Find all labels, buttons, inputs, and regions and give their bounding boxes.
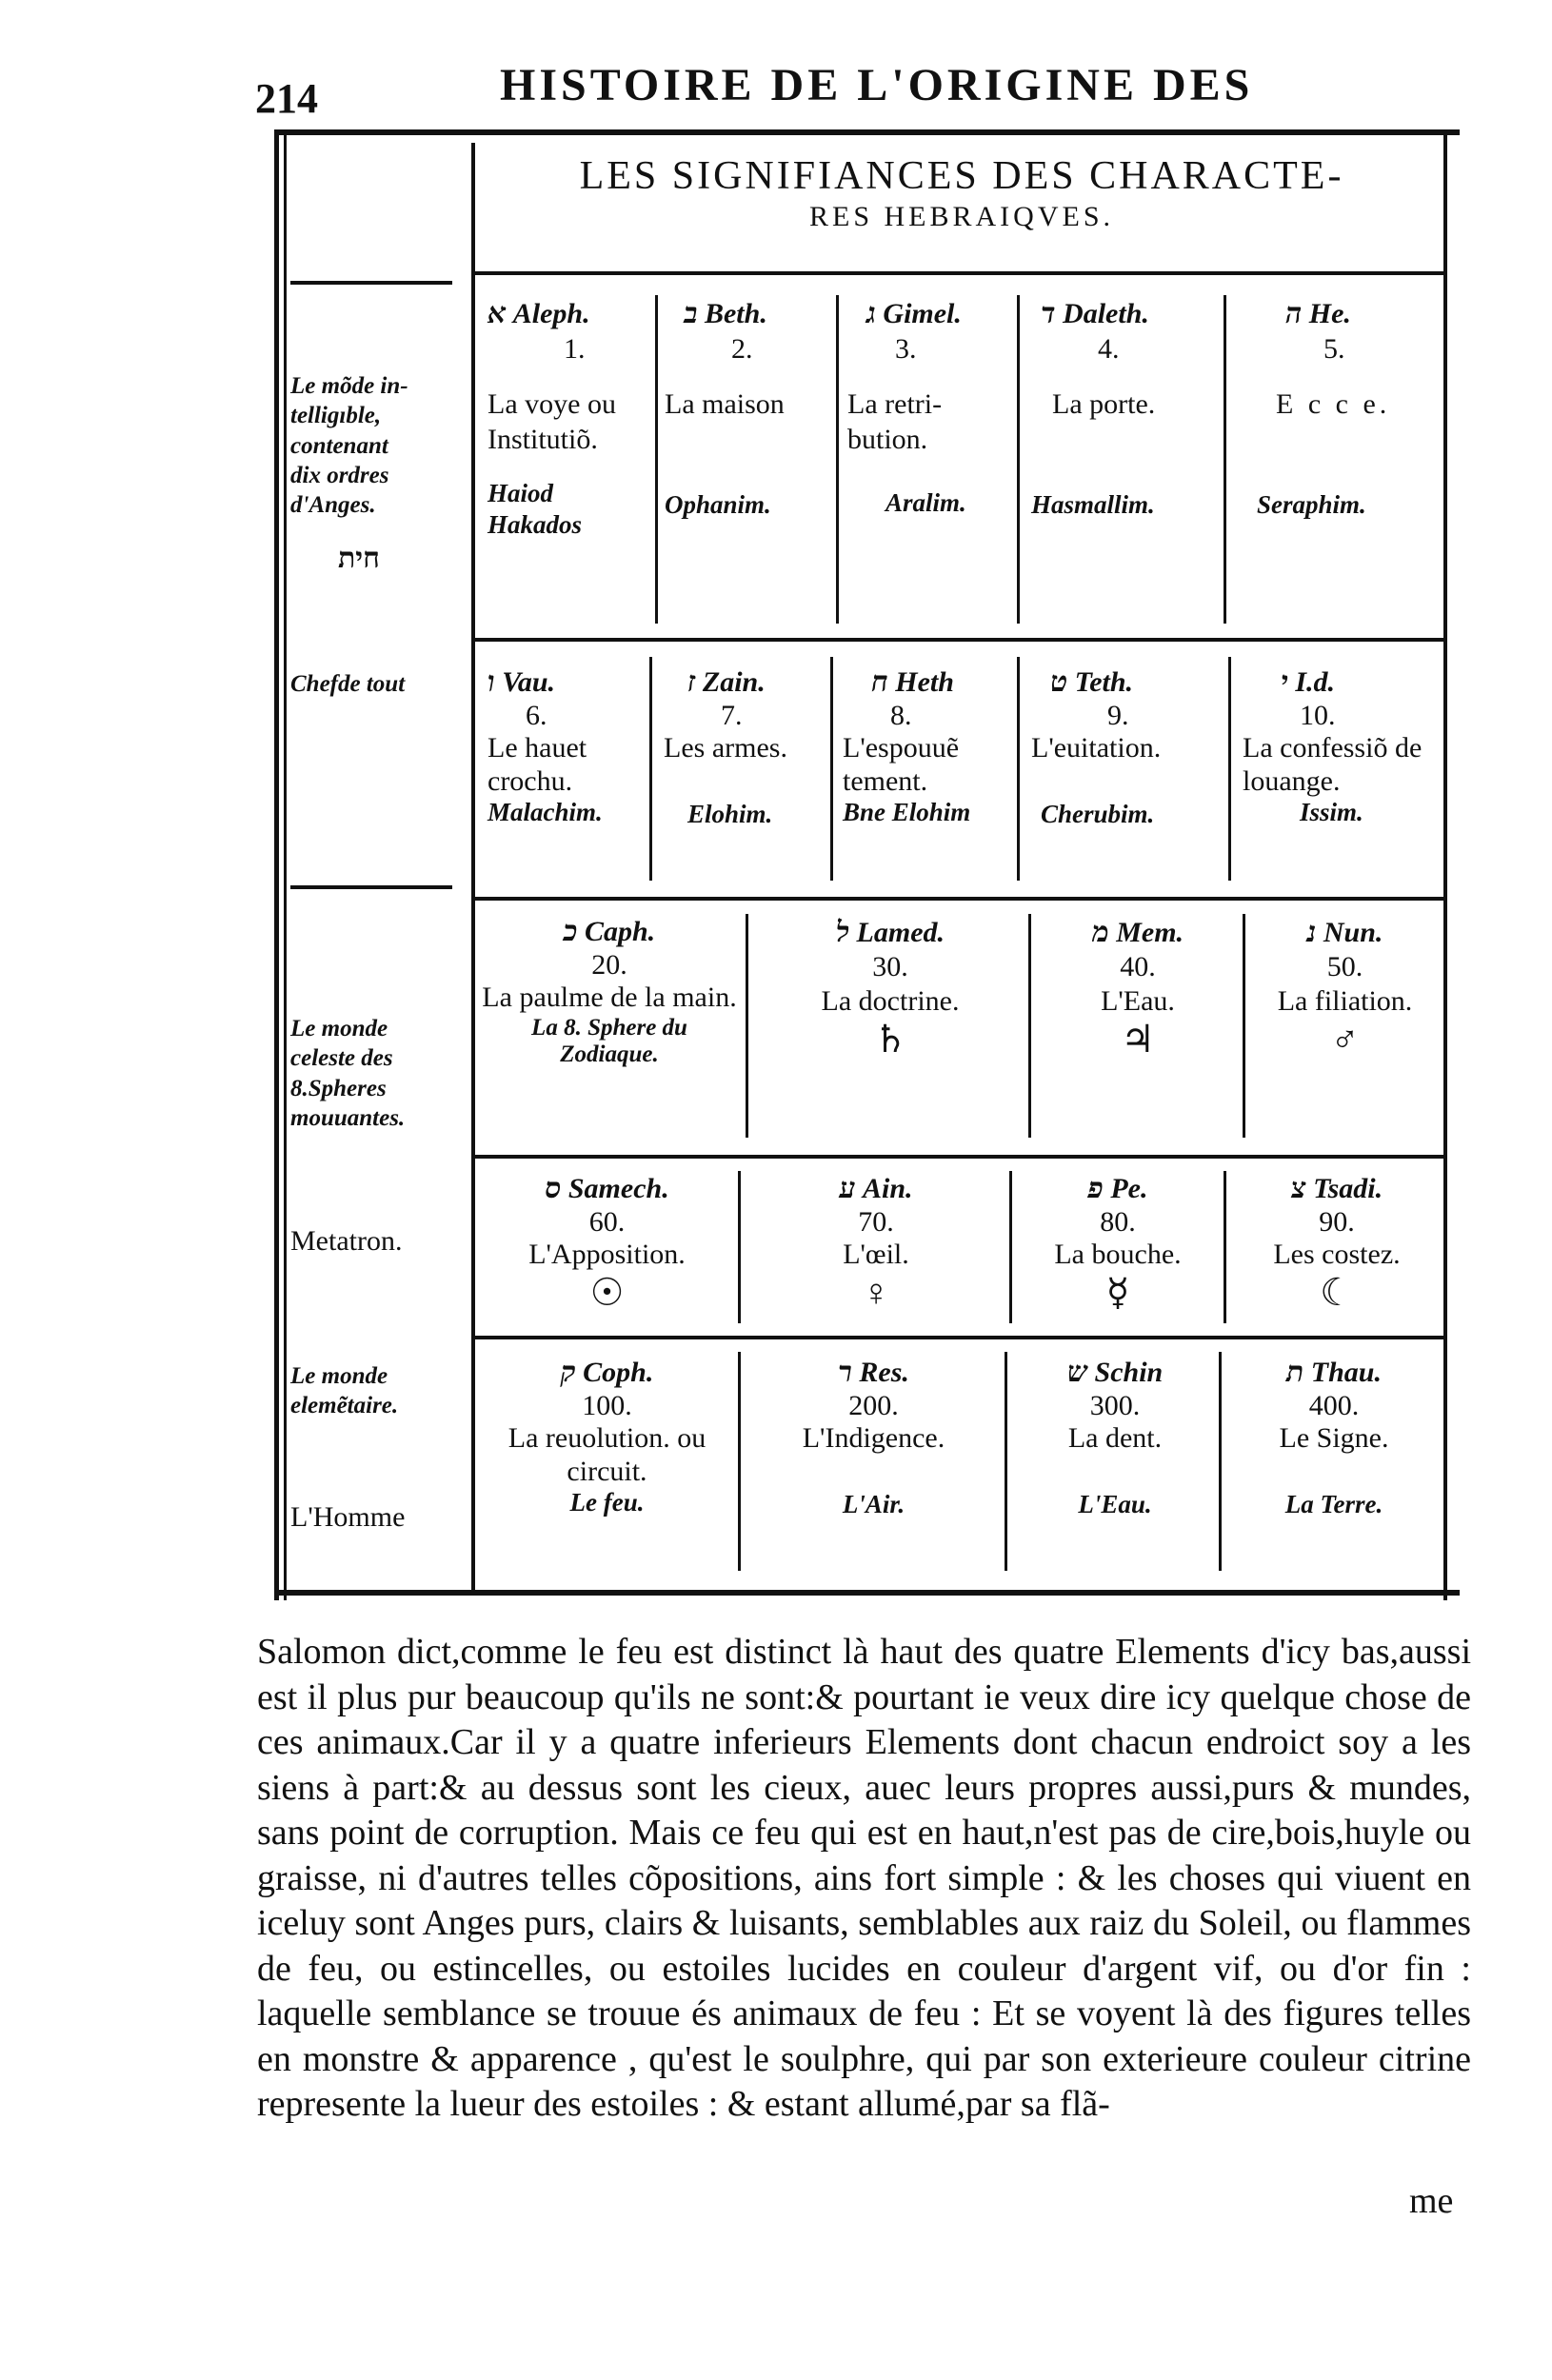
angel-order: Cherubim. <box>1041 799 1155 828</box>
sun-icon: ☉ <box>589 1270 625 1314</box>
mercury-icon: ☿ <box>1105 1270 1130 1314</box>
letter-number: 6. <box>526 699 547 731</box>
letter-cell-res <box>747 1357 1000 1519</box>
letter-cell-pe <box>1017 1173 1219 1314</box>
letter-number: 20. <box>591 948 627 981</box>
letter-meaning: La maison <box>665 388 785 421</box>
angel-order: La 8. Sphere du Zodiaque. <box>531 1014 687 1068</box>
cell-divider <box>649 657 652 881</box>
table-column-divider <box>471 143 475 1590</box>
left-label-line: Metatron. <box>290 1225 403 1257</box>
cell-divider <box>1219 1352 1222 1571</box>
letter-cell-thau <box>1228 1357 1440 1519</box>
letter-number: 3. <box>895 332 917 365</box>
letter-meaning: La confessiõ de louange. <box>1243 732 1423 797</box>
table-right-border <box>1443 129 1447 1600</box>
letter-name: ת Thau. <box>1286 1357 1382 1388</box>
table-left-border-inner <box>284 129 287 1600</box>
letter-number: 70. <box>858 1205 894 1238</box>
left-label-chef <box>290 669 467 699</box>
letter-name: ז Zain. <box>687 666 766 698</box>
element-name: L'Eau. <box>1078 1489 1152 1518</box>
cell-divider <box>1005 1352 1007 1571</box>
angel-order: Aralim. <box>885 488 966 518</box>
left-label-line: L'Homme <box>290 1501 406 1533</box>
saturn-icon: ♄ <box>873 1018 907 1061</box>
letter-name: ע Ain. <box>839 1173 913 1204</box>
letter-cell-tsadi <box>1231 1173 1443 1314</box>
letter-name: ס Samech. <box>545 1173 669 1204</box>
cell-divider <box>738 1171 741 1323</box>
letter-meaning: L'Indigence. <box>802 1422 945 1454</box>
letter-name: ג Gimel. <box>866 298 962 329</box>
letter-meaning: L'œil. <box>843 1239 909 1270</box>
jupiter-icon: ♃ <box>1121 1018 1155 1061</box>
letter-number: 1. <box>564 332 586 365</box>
band-rule <box>474 1336 1443 1339</box>
table-left-border <box>274 129 279 1600</box>
body-paragraph: Salomon dict,comme le feu est distinct là haut des quatre Elements d'icy bas,aussi est il plus pur beaucoup qu'ils ne sont:& pourtant ie veux dire icy quelque chose de ces animaux.Car il y a quatre inferieurs Elements dont chacun endroict soy a les siens à part:& au dessus sont les cieux, auec leurs propres aussi,purs & mundes, sans point de corruption. Mais ce feu qui est en haut,n'est pas de cire,bois,huyle ou graisse, ni d'autres telles cõpositions, ains fort simple : & les choses qui viuent en iceluy sont Anges purs, clairs & luisants, semblables aux raiz du Soleil, ou flammes de feu, ou estincelles, ou estoiles lucides en couleur d'argent vif, ou d'or fin : laquelle semblance se trouue és animaux de feu : Et se voyent là des figures telles en monstre & apparence , qu'est le soulphre, qui par son exterieure couleur citrine represente la lueur des estoiles : & estant allumé,par sa flã- <box>257 1632 1471 2124</box>
catchword: me <box>1409 2181 1454 2221</box>
letter-number: 2. <box>731 332 753 365</box>
letter-name: א Aleph. <box>487 298 590 329</box>
letter-number: 400. <box>1308 1389 1360 1421</box>
band-rule <box>474 897 1443 901</box>
letter-cell-coph <box>481 1357 733 1517</box>
letter-name: ו Vau. <box>487 666 556 698</box>
letter-number: 300. <box>1089 1389 1141 1421</box>
letter-name: נ Nun. <box>1306 917 1383 948</box>
band-rule <box>474 271 1443 275</box>
left-separator <box>290 281 452 285</box>
letter-name: צ Tsadi. <box>1290 1173 1383 1204</box>
letter-meaning: La retri- bution. <box>847 388 943 455</box>
angel-order: Elohim. <box>687 799 773 828</box>
cell-divider <box>1028 914 1031 1138</box>
letter-cell-beth <box>665 297 831 521</box>
letter-name: ר Res. <box>838 1357 909 1388</box>
letter-cell-nun <box>1247 916 1443 1061</box>
letter-meaning: L'Eau. <box>1101 985 1175 1017</box>
letter-meaning: Les costez. <box>1273 1239 1401 1270</box>
letter-number: 8. <box>890 699 912 731</box>
cell-divider <box>1224 295 1226 624</box>
letter-meaning: La filiation. <box>1277 985 1413 1017</box>
letter-meaning: La paulme de la main. <box>482 982 737 1013</box>
letter-meaning: La reuolution. ou circuit. <box>507 1422 706 1487</box>
element-name: La Terre. <box>1284 1489 1383 1518</box>
left-label-line: telligıble, <box>290 403 382 429</box>
letter-number: 9. <box>1107 699 1129 731</box>
venus-icon: ♀ <box>862 1270 890 1314</box>
left-separator <box>290 885 452 889</box>
letter-name: ש Schin <box>1066 1357 1164 1388</box>
element-name: Le feu. <box>569 1488 645 1517</box>
left-label-elementaire <box>290 1361 467 1421</box>
letter-name: ק Coph. <box>560 1357 654 1388</box>
letter-number: 90. <box>1319 1205 1355 1238</box>
letter-number: 5. <box>1323 332 1345 365</box>
left-label-line: celeste des <box>290 1045 393 1072</box>
letter-number: 10. <box>1300 699 1336 731</box>
letter-name: פ Pe. <box>1087 1173 1148 1204</box>
cell-divider <box>746 914 748 1138</box>
letter-number: 100. <box>582 1389 632 1421</box>
left-label-metatron <box>290 1223 467 1259</box>
left-label-line: Chefde tout <box>290 671 406 697</box>
letter-number: 40. <box>1120 951 1156 982</box>
left-label-line: Le mõde in- <box>290 373 408 399</box>
left-label-intelligible <box>290 371 467 577</box>
letter-cell-ain <box>747 1173 1005 1314</box>
band-rule <box>474 638 1443 642</box>
letter-number: 80. <box>1100 1205 1136 1238</box>
table-bottom-rule <box>274 1590 1460 1596</box>
letter-name: י I.d. <box>1281 666 1336 698</box>
letter-name: ל Lamed. <box>835 917 945 948</box>
cell-divider <box>1243 914 1245 1138</box>
left-label-line: d'Anges. <box>290 492 376 518</box>
angel-order: Malachim. <box>487 798 603 826</box>
cell-divider <box>836 295 839 624</box>
band-rule <box>474 1155 1443 1159</box>
left-label-celeste <box>290 1014 467 1133</box>
table-top-rule <box>274 129 1460 135</box>
letter-cell-he <box>1238 297 1438 521</box>
letter-meaning: L'espouuẽ tement. <box>843 732 960 797</box>
hebrew-word: חית <box>338 543 380 575</box>
cell-divider <box>1017 295 1020 624</box>
letter-name: ב Beth. <box>684 298 767 329</box>
left-label-line: mouuantes. <box>290 1104 406 1131</box>
letter-meaning: L'euitation. <box>1031 732 1162 764</box>
table-title-line1: LES SIGNIFIANCES DES CHARACTE- <box>579 154 1344 198</box>
letter-cell-heth <box>843 666 1014 827</box>
letter-number: 200. <box>848 1389 899 1421</box>
letter-cell-schin <box>1014 1357 1216 1519</box>
letter-cell-aleph <box>487 297 649 541</box>
cell-divider <box>738 1352 741 1571</box>
letter-cell-mem <box>1038 916 1238 1061</box>
letter-cell-teth <box>1031 666 1226 829</box>
element-name: L'Air. <box>842 1489 905 1518</box>
angel-order: Seraphim. <box>1257 489 1366 519</box>
angel-order: Hasmallim. <box>1031 489 1155 519</box>
letter-number: 7. <box>721 699 743 731</box>
letter-name: ח Heth <box>871 666 954 698</box>
page-number: 214 <box>255 75 318 122</box>
moon-icon: ☾ <box>1320 1270 1354 1314</box>
angel-order: Bne Elohim <box>843 798 971 826</box>
letter-cell-zain <box>664 666 827 829</box>
letter-cell-samech <box>481 1173 733 1314</box>
left-label-line: elemẽtaire. <box>290 1393 399 1419</box>
left-label-line: Le monde <box>290 1016 388 1041</box>
letter-meaning: La porte. <box>1052 388 1156 421</box>
cell-divider <box>655 295 658 624</box>
letter-meaning: E c c e. <box>1276 388 1391 421</box>
letter-cell-gimel <box>847 297 1014 519</box>
letter-name: ט Teth. <box>1050 666 1134 698</box>
angel-order: Haiod Hakados <box>487 479 583 540</box>
left-label-line: 8.Spheres <box>290 1075 387 1101</box>
letter-cell-caph <box>481 916 738 1069</box>
letter-cell-vau <box>487 666 649 827</box>
angel-order: Issim. <box>1300 798 1363 826</box>
letter-number: 50. <box>1326 951 1363 982</box>
left-label-line: Le monde <box>290 1363 388 1389</box>
letter-number: 60. <box>588 1205 626 1238</box>
letter-cell-iod <box>1243 666 1443 827</box>
letter-meaning: La voye ou Institutiõ. <box>487 388 616 455</box>
running-title: HISTOIRE DE L'ORIGINE DES <box>500 60 1254 110</box>
table-title <box>481 152 1443 234</box>
table-title-line2: RES HEBRAIQVES. <box>808 201 1115 233</box>
letter-meaning: Le Signe. <box>1279 1422 1389 1454</box>
letter-name: מ Mem. <box>1091 917 1184 948</box>
angel-order: Ophanim. <box>665 489 771 519</box>
letter-cell-daleth <box>1031 297 1222 521</box>
letter-meaning: La bouche. <box>1054 1239 1182 1270</box>
letter-meaning: La dent. <box>1067 1422 1163 1454</box>
cell-divider <box>1017 657 1020 881</box>
cell-divider <box>1228 657 1231 881</box>
letter-meaning: Les armes. <box>664 732 787 764</box>
letter-number: 30. <box>872 951 908 982</box>
cell-divider <box>830 657 833 881</box>
left-label-line: dix ordres <box>290 462 389 488</box>
letter-number: 4. <box>1098 332 1120 365</box>
letter-cell-lamed <box>757 916 1024 1061</box>
left-label-line: contenant <box>290 432 388 459</box>
letter-name: ד Daleth. <box>1041 298 1149 329</box>
letter-name: כ Caph. <box>563 916 656 947</box>
mars-icon: ♂ <box>1330 1018 1360 1061</box>
letter-meaning: L'Apposition. <box>528 1239 686 1270</box>
letter-meaning: La doctrine. <box>821 985 960 1017</box>
letter-meaning: Le hauet crochu. <box>487 732 587 797</box>
cell-divider <box>1224 1171 1226 1323</box>
cell-divider <box>1009 1171 1012 1323</box>
left-label-homme <box>290 1499 467 1536</box>
letter-name: ה He. <box>1285 298 1351 329</box>
